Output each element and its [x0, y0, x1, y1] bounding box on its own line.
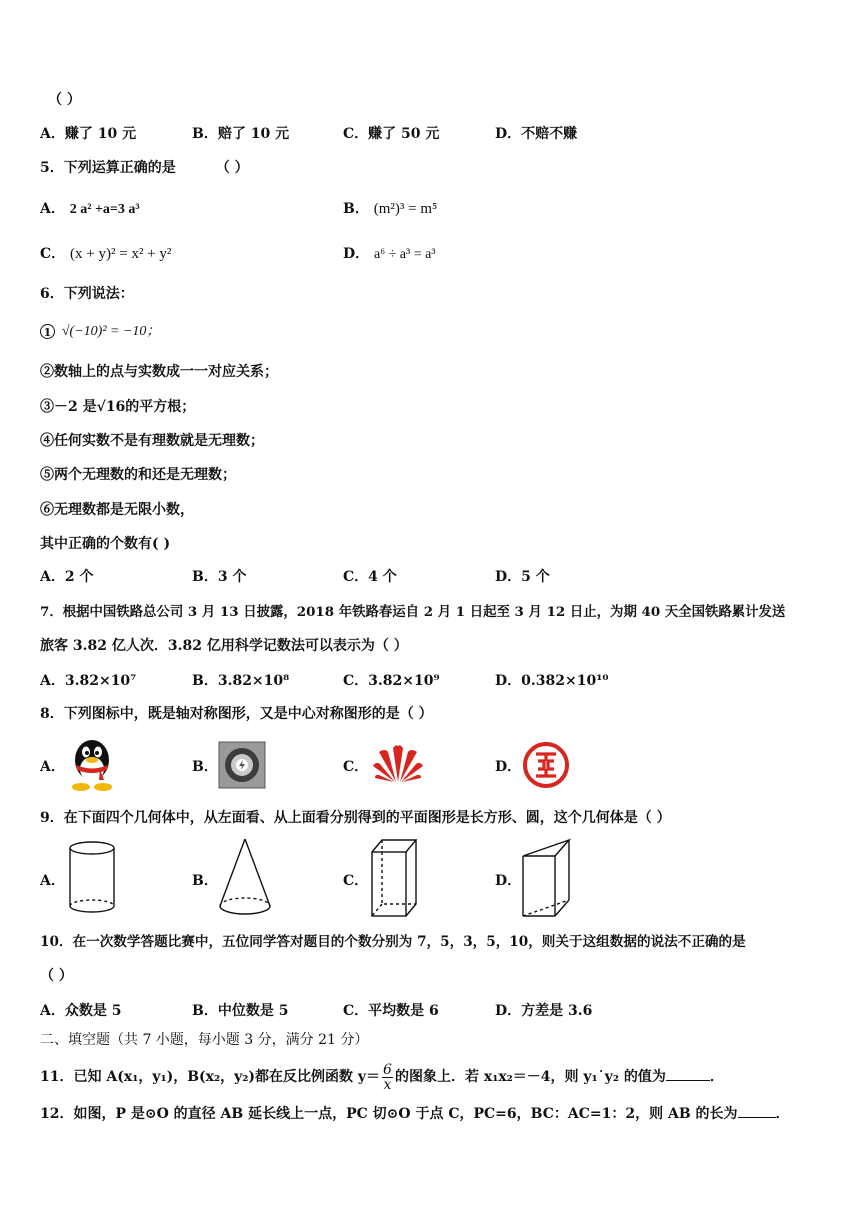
fraction: $\frac{6}{x}$ — [383, 1061, 392, 1093]
q6-statement-1: 1 √(−10)² = −10； — [40, 321, 160, 342]
disc-icon — [218, 741, 266, 789]
q8-option-d-label: D． — [495, 759, 522, 775]
rectangular-prism-shape — [368, 836, 420, 920]
q4-option-b: B．赔了 10 元 — [192, 126, 290, 142]
q9-option-b-label: B． — [192, 873, 218, 889]
q7-stem-line2: 旅客 3.82 亿人次．3.82 亿用科学记数法可以表示为（ ） — [40, 638, 408, 654]
q9-option-d-label: D． — [495, 873, 522, 889]
q8-option-c-label: C． — [343, 759, 369, 775]
flower-logo-icon — [371, 742, 425, 784]
q6-option-c: C．4 个 — [343, 569, 397, 585]
q5-option-d: D． a⁶ ÷ a³ = a³ — [343, 246, 436, 262]
q10-stem-line2: （ ） — [40, 968, 73, 984]
q8-option-a-label: A． — [40, 759, 65, 775]
q6-question: 其中正确的个数有( ) — [40, 536, 171, 552]
q5-option-c: C． (x + y)² = x² + y² — [40, 246, 172, 262]
answer-blank[interactable] — [738, 1103, 776, 1118]
q7-option-a: A．3.82×10⁷ — [40, 673, 137, 689]
q5-stem: 5．下列运算正确的是 （ ） — [40, 160, 249, 176]
bank-logo-icon — [522, 741, 570, 789]
cylinder-shape — [66, 838, 118, 918]
q4-option-d: D．不赔不赚 — [495, 126, 578, 142]
q5-option-a: A． 2 a² +a=3 a³ — [40, 201, 140, 217]
q4-paren: （ ） — [48, 92, 81, 108]
q8-stem: 8．下列图标中，既是轴对称图形，又是中心对称图形的是（ ） — [40, 706, 433, 722]
q7-option-b: B．3.82×10⁸ — [192, 673, 290, 689]
q10-option-b: B．中位数是 5 — [192, 1003, 289, 1019]
q4-option-c: C．赚了 50 元 — [343, 126, 440, 142]
section-heading: 二、填空题（共 7 小题，每小题 3 分，满分 21 分） — [40, 1032, 369, 1048]
q11-stem: 11．已知 A(x₁，y₁)，B(x₂，y₂)都在反比例函数 y＝ $\frac{6}{x}$ 的图象上．若 x₁x₂＝－4，则 y₁˙y₂ 的值为 ． — [40, 1061, 724, 1093]
q6-statement-3: ③－2 是√16的平方根； — [40, 399, 196, 415]
answer-blank[interactable] — [666, 1066, 710, 1081]
q7-option-c: C．3.82×10⁹ — [343, 673, 440, 689]
q6-statement-6: ⑥无理数都是无限小数， — [40, 502, 194, 518]
q10-option-c: C．平均数是 6 — [343, 1003, 439, 1019]
q6-option-a: A．2 个 — [40, 569, 94, 585]
q7-option-d: D．0.382×10¹⁰ — [495, 673, 609, 689]
q6-statement-4: ④任何实数不是有理数就是无理数； — [40, 433, 264, 449]
q6-stem: 6．下列说法： — [40, 286, 134, 302]
q9-option-c-label: C． — [343, 873, 369, 889]
q6-statement-2: ②数轴上的点与实数成一一对应关系； — [40, 364, 278, 380]
q5-option-b: B． (m²)³ = m⁵ — [343, 201, 438, 217]
triangular-prism-shape — [519, 836, 573, 920]
q9-stem: 9．在下面四个几何体中，从左面看、从上面看分别得到的平面图形是长方形、圆，这个几何体是（ ） — [40, 810, 671, 826]
q7-stem-line1: 7．根据中国铁路总公司 3 月 13 日披露，2018 年铁路春运自 2 月 1 日起至 3 月 12 日止，为期 40 天全国铁路累计发送 — [40, 604, 786, 620]
cone-shape — [216, 836, 274, 920]
q6-option-d: D．5 个 — [495, 569, 550, 585]
penguin-icon — [66, 738, 118, 792]
q4-option-a: A．赚了 10 元 — [40, 126, 137, 142]
q8-option-b-label: B． — [192, 759, 218, 775]
q6-option-b: B．3 个 — [192, 569, 247, 585]
q10-option-d: D．方差是 3.6 — [495, 1003, 593, 1019]
q10-option-a: A．众数是 5 — [40, 1003, 122, 1019]
q10-stem-line1: 10．在一次数学答题比赛中，五位同学答对题目的个数分别为 7，5，3，5，10，则关于这组数据的说法不正确的是 — [40, 934, 746, 950]
q12-stem: 12．如图，P 是⊙O 的直径 AB 延长线上一点，PC 切⊙O 于点 C，PC=6，BC：AC=1：2，则 AB 的长为 ． — [40, 1103, 790, 1124]
q6-statement-5: ⑤两个无理数的和还是无理数； — [40, 467, 236, 483]
circled-one-icon: 1 — [40, 324, 55, 339]
q9-option-a-label: A． — [40, 873, 65, 889]
